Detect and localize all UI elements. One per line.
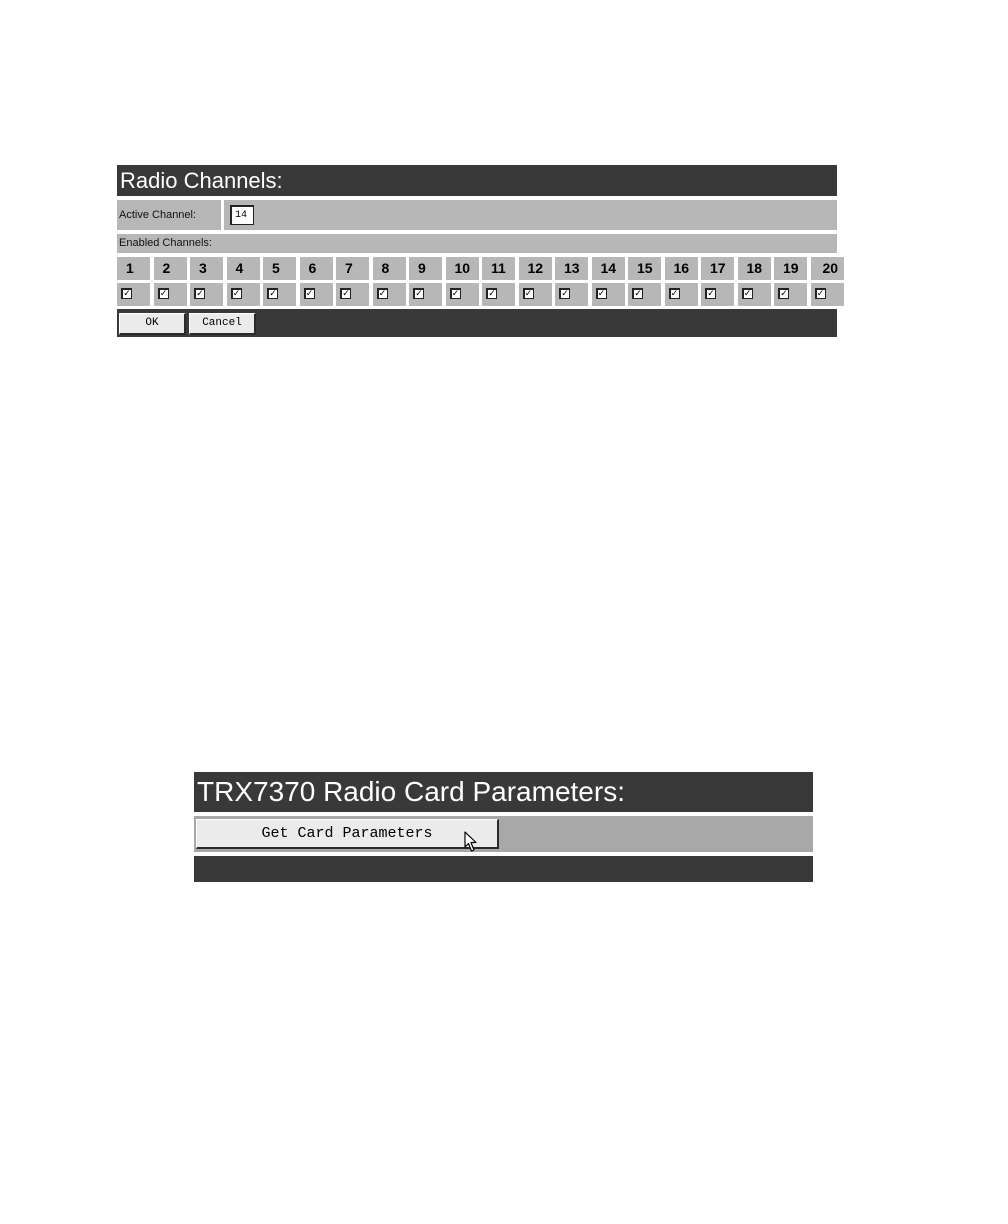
channel-number-20: 20 <box>811 257 844 280</box>
channel-number-18: 18 <box>738 257 771 280</box>
channel-checkbox-10[interactable]: ✓ <box>450 288 461 299</box>
channel-checkbox-cell-2 <box>154 283 187 306</box>
channel-checkbox-16[interactable]: ✓ <box>669 288 680 299</box>
card-parameters-title: TRX7370 Radio Card Parameters: <box>194 772 813 812</box>
channel-checkbox-cell-16 <box>665 283 698 306</box>
channel-checkbox-14[interactable]: ✓ <box>596 288 607 299</box>
channel-checkbox-cell-18 <box>738 283 771 306</box>
channel-number-15: 15 <box>628 257 661 280</box>
channel-number-19: 19 <box>774 257 807 280</box>
channel-checkbox-cell-20 <box>811 283 844 306</box>
channel-checkbox-cell-11 <box>482 283 515 306</box>
get-card-parameters-button[interactable]: Get Card Parameters <box>196 819 499 849</box>
channel-number-10: 10 <box>446 257 479 280</box>
channel-number-7: 7 <box>336 257 369 280</box>
card-parameters-row <box>194 816 813 852</box>
channel-checkbox-1[interactable]: ✓ <box>121 288 132 299</box>
channel-number-11: 11 <box>482 257 515 280</box>
channel-checkbox-cell-3 <box>190 283 223 306</box>
channel-grid <box>117 257 837 306</box>
channel-checkbox-cell-4 <box>227 283 260 306</box>
channel-checkbox-cell-6 <box>300 283 333 306</box>
channel-number-1: 1 <box>117 257 150 280</box>
channel-checkbox-12[interactable]: ✓ <box>523 288 534 299</box>
cancel-button[interactable]: Cancel <box>189 313 256 335</box>
active-channel-label: Active Channel: <box>117 200 221 230</box>
channel-checkbox-9[interactable]: ✓ <box>413 288 424 299</box>
card-parameters-footer <box>194 856 813 882</box>
channel-checkbox-cell-1 <box>117 283 150 306</box>
channel-number-16: 16 <box>665 257 698 280</box>
channel-number-5: 5 <box>263 257 296 280</box>
channel-number-14: 14 <box>592 257 625 280</box>
active-channel-input[interactable] <box>230 205 254 225</box>
channel-checkbox-cell-13 <box>555 283 588 306</box>
channel-checkbox-cell-14 <box>592 283 625 306</box>
active-channel-row <box>117 200 837 230</box>
channel-number-12: 12 <box>519 257 552 280</box>
channel-checkbox-17[interactable]: ✓ <box>705 288 716 299</box>
ok-button[interactable]: OK <box>119 313 186 335</box>
channel-checkbox-19[interactable]: ✓ <box>778 288 789 299</box>
channel-checkbox-cell-19 <box>774 283 807 306</box>
channel-checkbox-cell-17 <box>701 283 734 306</box>
channel-checkbox-11[interactable]: ✓ <box>486 288 497 299</box>
active-channel-cell <box>224 200 837 230</box>
channel-checkbox-6[interactable]: ✓ <box>304 288 315 299</box>
channel-checkbox-cell-8 <box>373 283 406 306</box>
channel-checkbox-13[interactable]: ✓ <box>559 288 570 299</box>
channel-checkbox-cell-5 <box>263 283 296 306</box>
channel-number-13: 13 <box>555 257 588 280</box>
enabled-channels-label: Enabled Channels: <box>117 234 837 253</box>
channel-checkbox-5[interactable]: ✓ <box>267 288 278 299</box>
channel-number-6: 6 <box>300 257 333 280</box>
channel-checkbox-15[interactable]: ✓ <box>632 288 643 299</box>
channel-checkbox-7[interactable]: ✓ <box>340 288 351 299</box>
channel-number-2: 2 <box>154 257 187 280</box>
channel-checkbox-cell-10 <box>446 283 479 306</box>
channel-checkbox-18[interactable]: ✓ <box>742 288 753 299</box>
channel-checkbox-3[interactable]: ✓ <box>194 288 205 299</box>
channel-checkbox-cell-7 <box>336 283 369 306</box>
radio-channels-title: Radio Channels: <box>117 165 837 196</box>
channel-number-8: 8 <box>373 257 406 280</box>
arrow-pointer-icon <box>464 831 478 853</box>
channel-checkbox-cell-12 <box>519 283 552 306</box>
channel-checkbox-8[interactable]: ✓ <box>377 288 388 299</box>
channel-checkbox-20[interactable]: ✓ <box>815 288 826 299</box>
channel-number-4: 4 <box>227 257 260 280</box>
channel-number-9: 9 <box>409 257 442 280</box>
channel-checkbox-2[interactable]: ✓ <box>158 288 169 299</box>
channel-number-3: 3 <box>190 257 223 280</box>
channel-checkbox-cell-9 <box>409 283 442 306</box>
card-parameters-panel <box>194 772 813 882</box>
channel-number-17: 17 <box>701 257 734 280</box>
channel-checkbox-cell-15 <box>628 283 661 306</box>
radio-channels-footer <box>117 309 837 337</box>
radio-channels-panel <box>117 165 837 337</box>
channel-checkbox-4[interactable]: ✓ <box>231 288 242 299</box>
